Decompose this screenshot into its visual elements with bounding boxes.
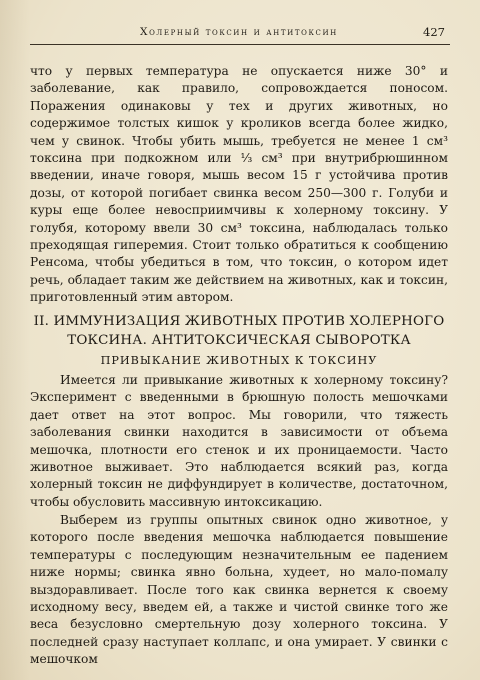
running-title: Холерный токсин и антитоксин xyxy=(140,26,338,38)
section-heading-line-1: II. ИММУНИЗАЦИЯ ЖИВОТНЫХ ПРОТИВ ХОЛЕРНОГО xyxy=(33,314,445,329)
paragraph-1-text: что у первых температура не опускается ниже 30° и заболевание, как правило, сопровождается поносом. Поражения одинаковы у тех и других животных, но содержимое толстых кишок у кроликов всегда более жидко, чем у свинок. Чтобы убить мышь, требуется не менее 1 см³ токсина при подкожном или ⅓ см³ при внутрибрюшинном введении, иначе говоря, мышь весом 15 г устойчива против дозы, от которой погибает свинка весом 250—300 г. Голуби и куры еще более невосприимчивы к холерному токсину. У голубя, которому ввели 30 см³ токсина, наблюдалась только преходящая гиперемия. Стоит только обратиться к сообщению Ренсома, чтобы убедиться в том, что токсин, о котором идет речь, обладает таким же действием на животных, как и токсин, приготовленный этим автором. xyxy=(30,64,448,305)
paragraph-2 xyxy=(30,372,448,511)
paragraph-2-text: Имеется ли привыкание животных к холерному токсину? Эксперимент с введенными в брюшную полость мешочками дает ответ на этот вопрос. Мы говорили, что тяжесть заболевания свинки находится в зависимости от объема мешочка, плотности его стенок и их проницаемости. Часто животное выживает. Это наблюдается всякий раз, когда холерный токсин не диффундирует в количестве, достаточном, чтобы обусловить массивную интоксикацию. xyxy=(30,373,448,509)
paragraph-3 xyxy=(30,512,448,669)
header-rule xyxy=(30,44,450,45)
paragraph-3-text: Выберем из группы опытных свинок одно животное, у которого после введения мешочка наблюдается повышение температуры с последующим незначительным ее падением ниже нормы; свинка явно больна, худеет, но мало-помалу выздоравливает. После того как свинка вернется к своему исходному весу, введем ей, а также и чистой свинке того же веса безусловно смертельную дозу холерного токсина. У последней сразу наступает коллапс, и она умирает. У свинки с мешочком xyxy=(30,513,448,667)
running-head xyxy=(0,26,480,44)
section-heading-line-2: ТОКСИНА. АНТИТОКСИЧЕСКАЯ СЫВОРОТКА xyxy=(67,333,411,348)
page-number: 427 xyxy=(423,25,445,39)
sub-heading: ПРИВЫКАНИЕ ЖИВОТНЫХ К ТОКСИНУ xyxy=(100,354,378,367)
paragraph-1 xyxy=(30,63,448,307)
section-heading xyxy=(30,312,448,350)
